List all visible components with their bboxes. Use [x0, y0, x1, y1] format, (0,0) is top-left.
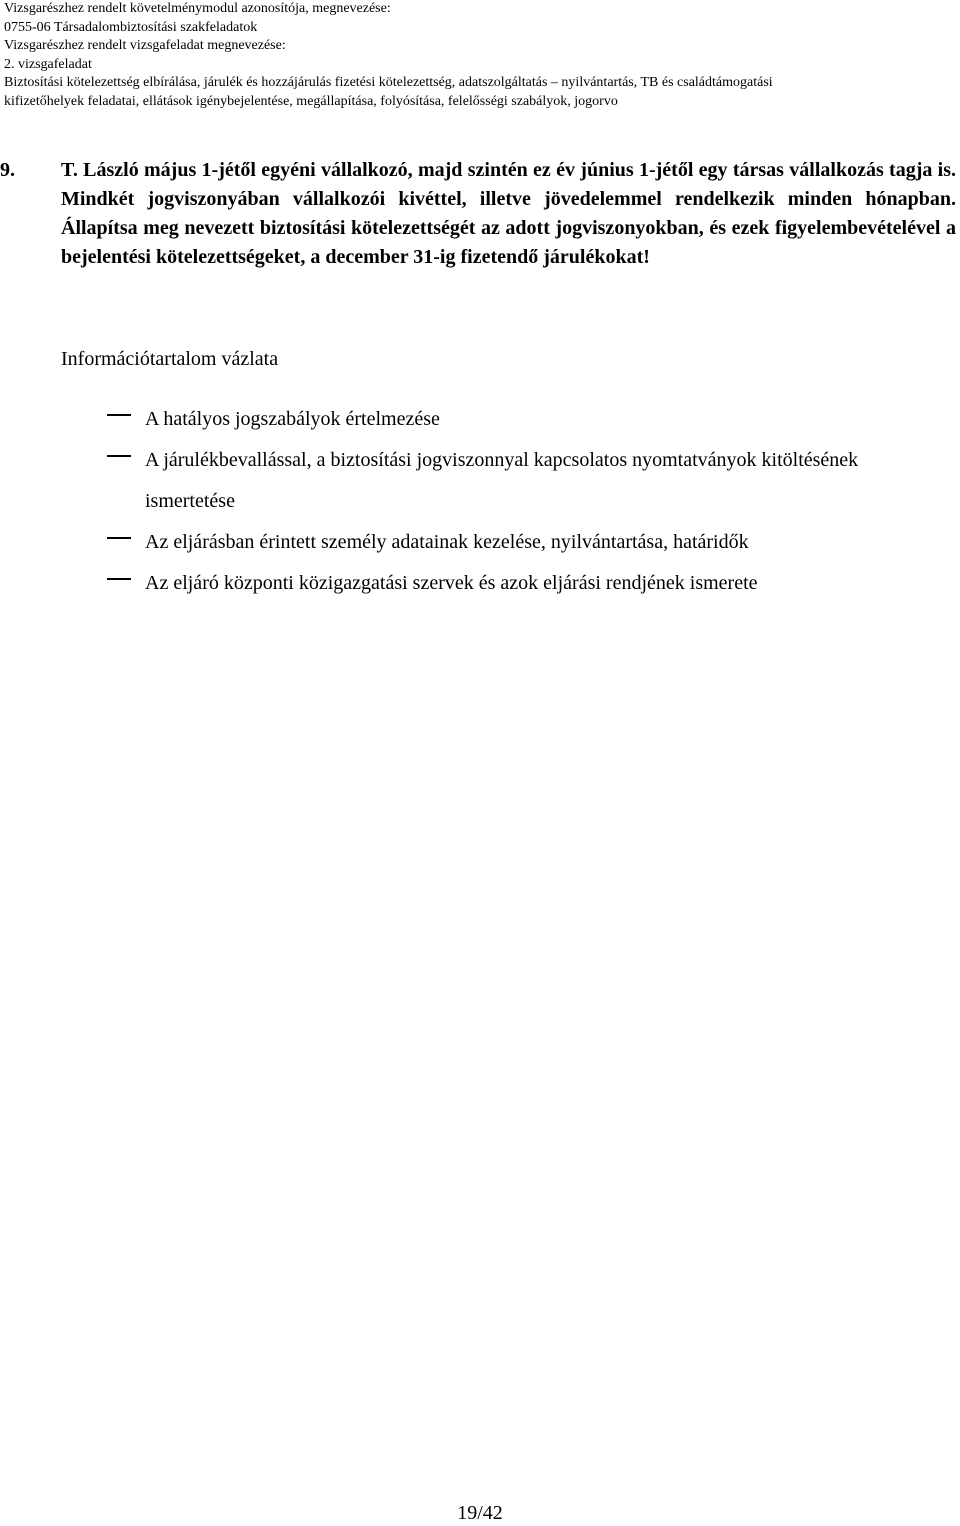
header-line-task-title-1: Biztosítási kötelezettség elbírálása, járulék és hozzájárulás fizetési kötelezettség, adatszolgáltatás – nyilvántartás, TB és családtámogatási	[4, 75, 773, 90]
list-item-text: A járulékbevallással, a biztosítási jogviszonnyal kapcsolatos nyomtatványok kitöltésének ismertetése	[145, 449, 859, 512]
header-line-task-label: Vizsgarészhez rendelt vizsgafeladat megnevezése:	[4, 38, 286, 53]
document-header	[4, 0, 954, 111]
header-line-task-title-2: kifizetőhelyek feladatai, ellátások igénybejelentése, megállapítása, folyósítása, felelősségi szabályok, jogorvo	[4, 93, 618, 109]
list-item	[0, 563, 960, 604]
dash-bullet-icon	[107, 414, 131, 416]
info-list	[0, 399, 960, 604]
list-item	[0, 440, 960, 522]
list-item	[0, 522, 960, 563]
dash-bullet-icon	[107, 455, 131, 457]
page-number: 19/42	[457, 1502, 503, 1524]
list-item-text: A hatályos jogszabályok értelmezése	[145, 408, 440, 430]
list-item	[0, 399, 960, 440]
dash-bullet-icon	[107, 537, 131, 539]
info-title: Információtartalom vázlata	[61, 348, 279, 370]
dash-bullet-icon	[107, 578, 131, 580]
header-line-task-number: 2. vizsgafeladat	[4, 56, 92, 72]
header-line-module-name: 0755-06 Társadalombiztosítási szakfeladatok	[4, 19, 258, 35]
list-item-text: Az eljárásban érintett személy adatainak kezelése, nyilvántartása, határidők	[145, 531, 749, 553]
task-text: T. László május 1-jétől egyéni vállalkozó, majd szintén ez év június 1-jétől egy társas vállalkozás tagja is. Mindkét jogviszonyában vállalkozói kivéttel, illetve jövedelemmel rendelkezik minden hónapban. Állapítsa meg nevezett biztosítási kötelezettségét az adott jogviszonyokban, és ezek figyelembevételével a bejelentési kötelezettségeket, a december 31-ig fizetendő járulékokat!	[61, 159, 956, 268]
list-item-text: Az eljáró központi közigazgatási szervek és azok eljárási rendjének ismerete	[145, 572, 758, 594]
task-number: 9.	[0, 159, 15, 181]
header-line-module-label: Vizsgarészhez rendelt követelménymodul azonosítója, megnevezése:	[4, 1, 391, 16]
